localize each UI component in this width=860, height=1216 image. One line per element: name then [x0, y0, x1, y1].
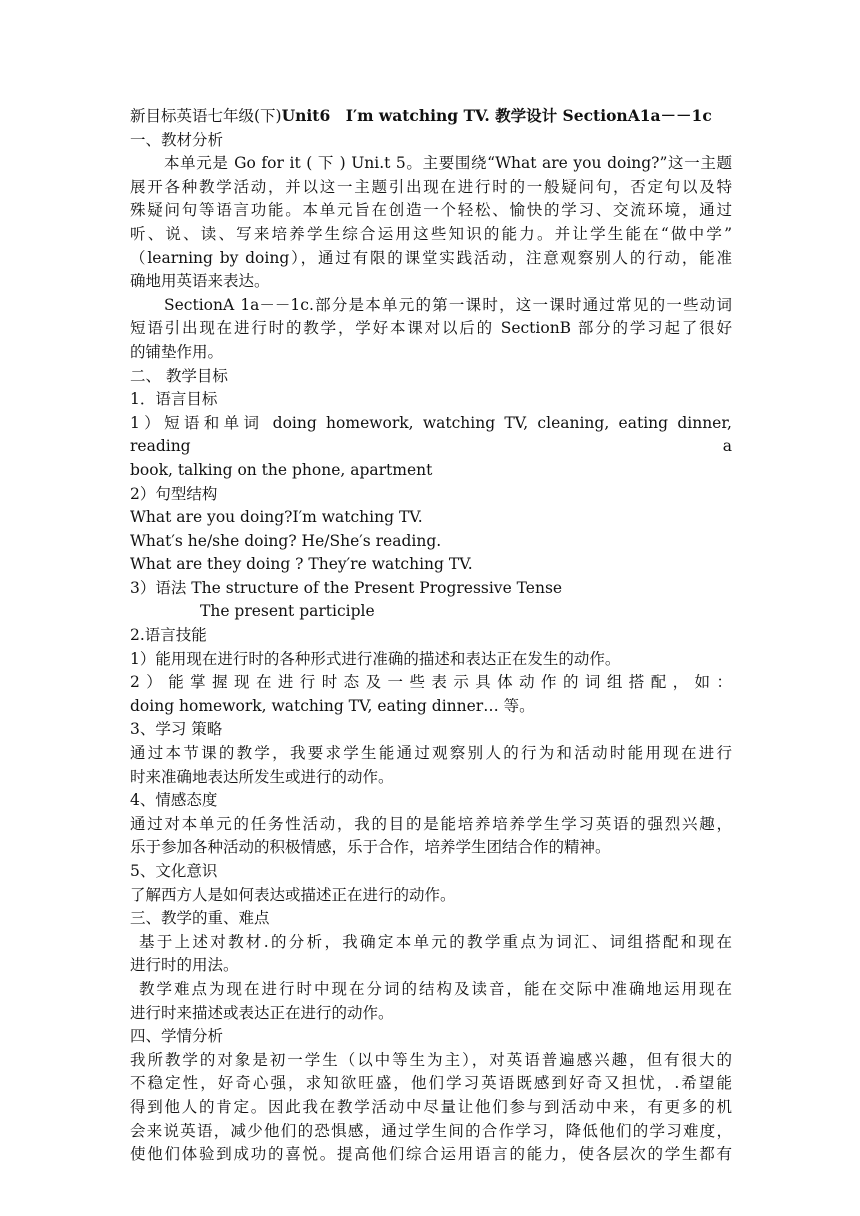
difficulty-line: 教学难点为现在进行时中现在分词的结构及读音，能在交际中准确地运用现在 — [139, 979, 732, 998]
subheading-culture: 5、文化意识 — [130, 862, 218, 880]
paragraph-line: 听、说、读、写来培养学生综合运用这些知识的能力。并让学生能在“做中学” — [130, 224, 732, 243]
analysis-line: 会来说英语，减少他们的恐惧感，通过学生间的合作学习，降低他们的学习难度， — [130, 1121, 732, 1140]
subheading-emotion: 4、情感态度 — [130, 791, 218, 810]
skill-line: doing homework, watching TV, eating dinner… 等。 — [130, 696, 535, 715]
section-heading-3: 三、教学的重、难点 — [130, 909, 270, 928]
culture-line: 了解西方人是如何表达或描述正在进行的动作。 — [130, 885, 456, 904]
skill-line: 2）能掌握现在进行时态及一些表示具体动作的词组搭配，如： — [130, 673, 732, 692]
analysis-line: 使他们体验到成功的喜悦。提高他们综合运用语言的能力，使各层次的学生都有 — [130, 1145, 732, 1164]
paragraph-line: （learning by doing），通过有限的课堂实践活动，注意观察别人的行动，能准 — [130, 248, 732, 267]
subheading-strategy: 3、学习 策略 — [130, 720, 223, 739]
analysis-line: 得到他人的肯定。因此我在教学活动中尽量让他们参与到活动中来，有更多的机 — [130, 1097, 732, 1116]
subheading-language-goal: 1．语言目标 — [130, 390, 218, 409]
subheading-patterns: 2）句型结构 — [130, 484, 218, 503]
vocab-line: 1）短语和单词 doing homework, watching TV, cleaning, eating dinner, reading a — [130, 413, 732, 456]
paragraph-line: 展开各种教学活动，并以这一主题引出现在进行时的一般疑问句，否定句以及特 — [130, 177, 732, 196]
vocab-line: book, talking on the phone, apartment — [130, 460, 433, 479]
section-heading-2: 二、 教学目标 — [130, 366, 228, 385]
skill-line: 1）能用现在进行时的各种形式进行准确的描述和表达正在发生的动作。 — [130, 649, 621, 668]
analysis-line: 不稳定性，好奇心强，求知欲旺盛，他们学习英语既感到好奇又担忧，.希望能 — [130, 1074, 732, 1093]
paragraph-line: SectionA 1a－－1c.部分是本单元的第一课时，这一课时通过常见的一些动词 — [164, 295, 732, 314]
grammar-line-2: The present participle — [200, 602, 375, 621]
paragraph-line: 殊疑问句等语言功能。本单元旨在创造一个轻松、愉快的学习、交流环境，通过 — [130, 201, 732, 220]
pattern-line: What′s he/she doing? He/She′s reading. — [130, 531, 442, 550]
focus-line: 基于上述对教材.的分析，我确定本单元的教学重点为词汇、词组搭配和现在 — [139, 932, 732, 951]
section-heading-1: 一、教材分析 — [130, 130, 224, 149]
focus-line: 进行时的用法。 — [130, 956, 239, 975]
emotion-line: 通过对本单元的任务性活动，我的目的是能培养培养学生学习英语的强烈兴趣， — [130, 814, 732, 833]
subheading-skills: 2.语言技能 — [130, 626, 207, 645]
analysis-line: 我所教学的对象是初一学生（以中等生为主），对英语普遍感兴趣，但有很大的 — [130, 1050, 732, 1069]
grammar-line: 3）语法 The structure of the Present Progressive Tense — [130, 578, 563, 597]
title-prefix: 新目标英语七年级(下) — [130, 107, 282, 125]
paragraph-line: 短语引出现在进行时的教学，学好本课对以后的 SectionB 部分的学习起了很好 — [130, 319, 732, 338]
strategy-line: 时来准确地表达所发生或进行的动作。 — [130, 767, 394, 786]
paragraph-line: 确地用英语来表达。 — [130, 272, 270, 291]
strategy-line: 通过本节课的教学，我要求学生能通过观察别人的行为和活动时能用现在进行 — [130, 744, 732, 763]
difficulty-line: 进行时来描述或表达正在进行的动作。 — [130, 1003, 394, 1022]
title-main: Unit6 I′m watching TV. 教学设计 SectionA1a－－1c — [281, 106, 712, 125]
paragraph-line: 的铺垫作用。 — [130, 342, 224, 361]
section-heading-4: 四、学情分析 — [130, 1027, 224, 1046]
pattern-line: What are they doing ? They′re watching TV. — [130, 555, 473, 574]
paragraph-line: 本单元是 Go for it ( 下 ) Uni.t 5。主要围绕“What are you doing?”这一主题 — [164, 154, 732, 173]
emotion-line: 乐于参加各种活动的积极情感，乐于合作，培养学生团结合作的精神。 — [130, 838, 611, 857]
pattern-line: What are you doing?I′m watching TV. — [130, 508, 423, 527]
document-title — [130, 104, 732, 129]
document-page — [130, 104, 732, 1167]
